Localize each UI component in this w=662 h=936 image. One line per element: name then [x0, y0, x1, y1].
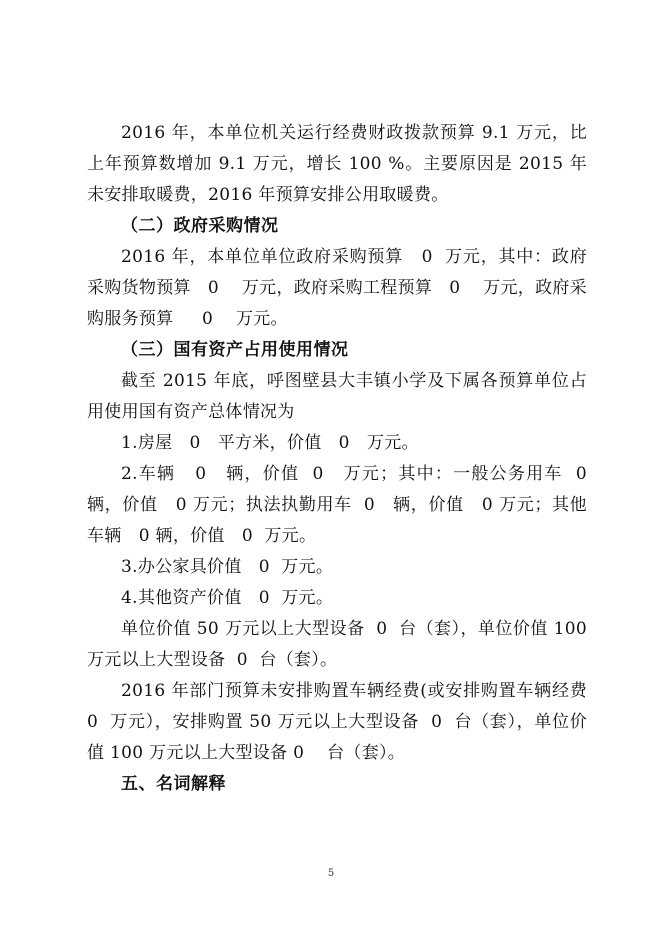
paragraph-assets-furniture: 3.办公家具价值 0 万元。 — [121, 557, 334, 577]
heading-government-procurement: （二）政府采购情况 — [121, 216, 279, 236]
heading-state-assets: （三）国有资产占用使用情况 — [121, 340, 349, 360]
heading-glossary: 五、名词解释 — [121, 774, 226, 794]
paragraph-assets-vehicles: 2.车辆 0 辆，价值 0 万元；其中：一般公务用车 0 辆，价值 0 万元；执法执勤用车 0 辆，价值 0 万元；其他车辆 0 辆，价值 0 万元。 — [87, 464, 605, 546]
paragraph-procurement-budget: 2016 年，本单位单位政府采购预算 0 万元，其中：政府采购货物预算 0 万元，政府采购工程预算 0 万元，政府采购服务预算 0 万元。 — [87, 247, 587, 329]
document-body — [87, 118, 605, 800]
paragraph-assets-intro: 截至 2015 年底，呼图壁县大丰镇小学及下属各预算单位占用使用国有资产总体情况为 — [87, 371, 587, 422]
paragraph-assets-housing: 1.房屋 0 平方米，价值 0 万元。 — [121, 433, 419, 453]
page-number: 5 — [327, 868, 335, 879]
paragraph-vehicle-purchase-budget: 2016 年部门预算未安排购置车辆经费(或安排购置车辆经费 0 万元），安排购置 50 万元以上大型设备 0 台（套），单位价值 100 万元以上大型设备 0 台（套）。 — [87, 681, 593, 763]
paragraph-operating-expenses: 2016 年，本单位机关运行经费财政拨款预算 9.1 万元，比上年预算数增加 9.1 万元，增长 100 %。主要原因是 2015 年未安排取暖费，2016 年预算安排公用取暖费。 — [87, 123, 587, 205]
paragraph-assets-other: 4.其他资产价值 0 万元。 — [121, 588, 334, 608]
paragraph-large-equipment: 单位价值 50 万元以上大型设备 0 台（套），单位价值 100 万元以上大型设备 0 台（套）。 — [87, 619, 593, 670]
